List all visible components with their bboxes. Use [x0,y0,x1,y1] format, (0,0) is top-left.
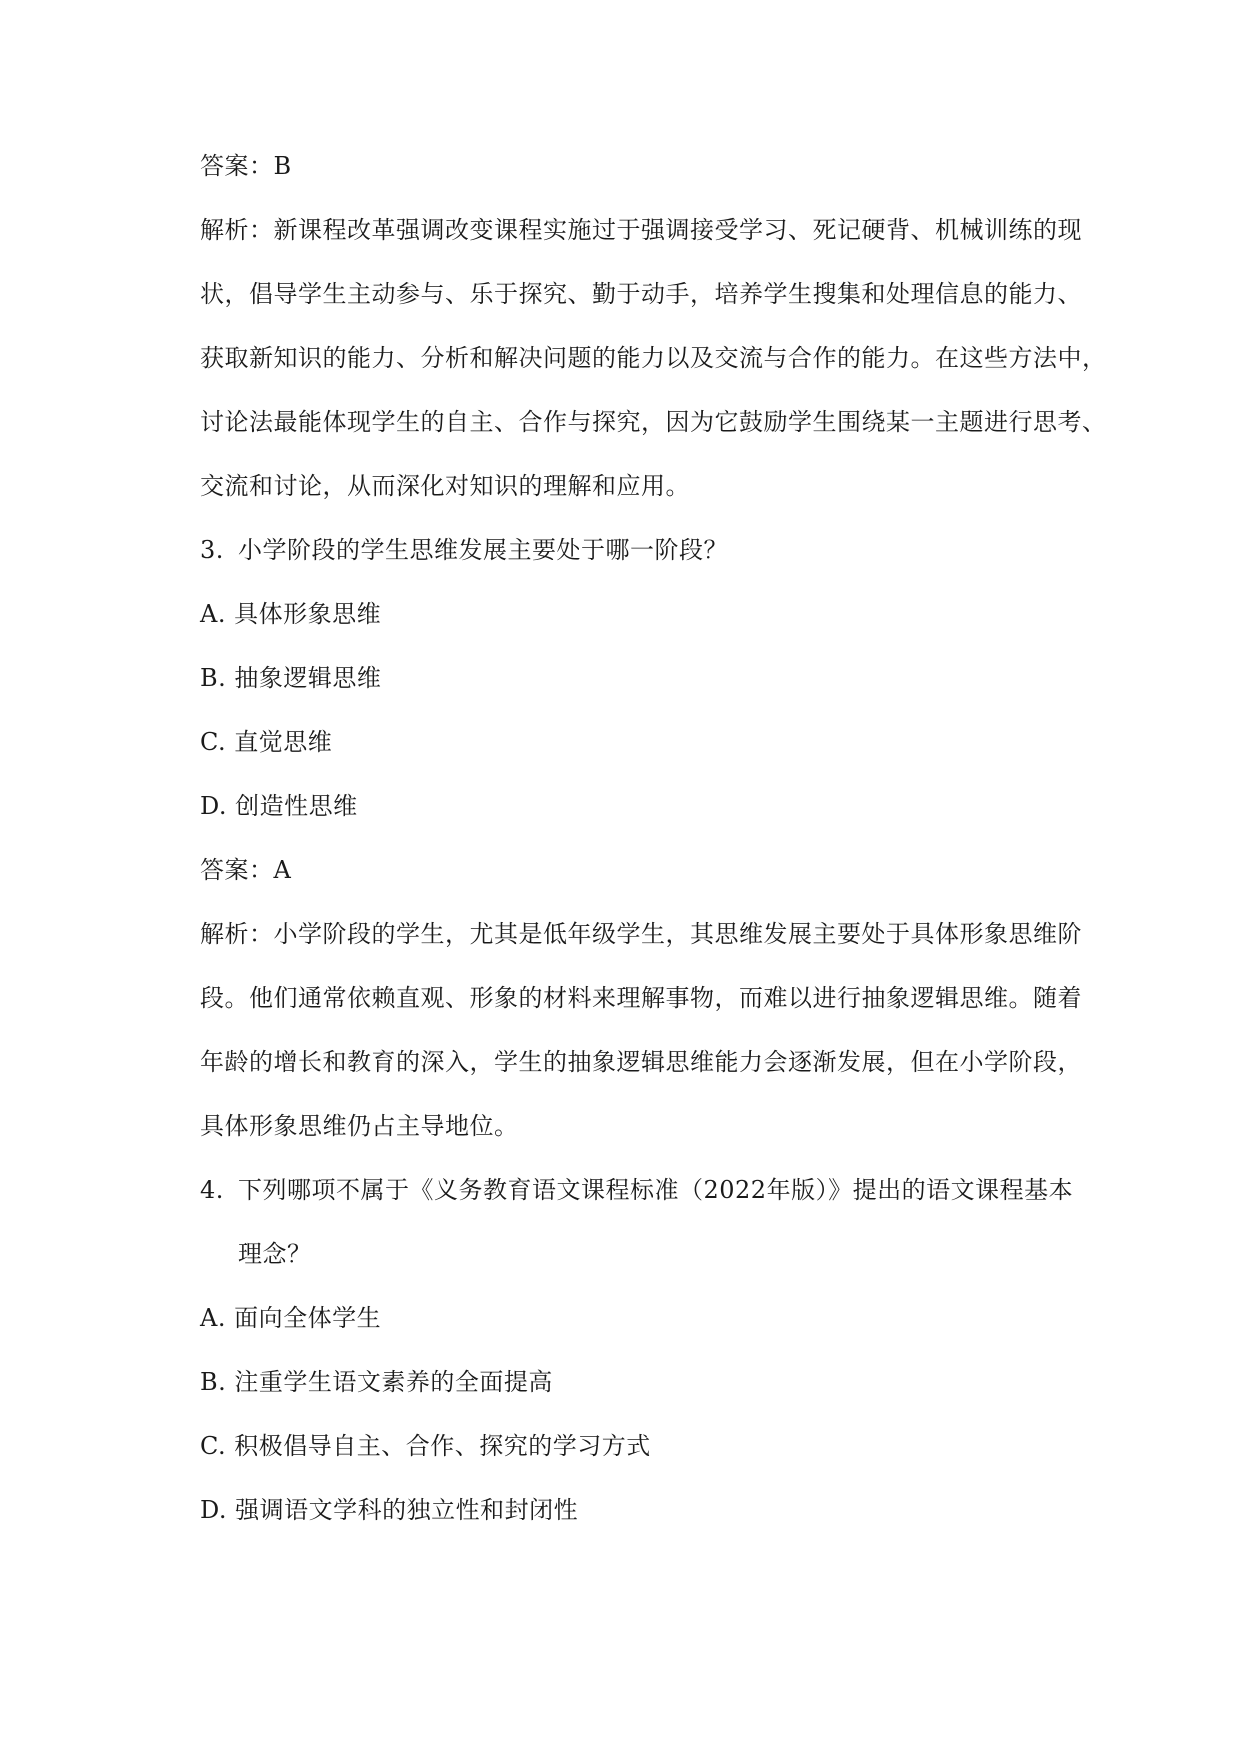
q4-option-c: C. 积极倡导自主、合作、探究的学习方式 [200,1432,651,1460]
q3-question-text: 小学阶段的学生思维发展主要处于哪一阶段？ [238,536,728,564]
q3-option-c: C. 直觉思维 [200,728,333,756]
q3-analysis-line: 具体形象思维仍占主导地位。 [200,1112,519,1140]
q3-question [200,534,728,566]
q4-option-b: B. 注重学生语文素养的全面提高 [200,1368,553,1396]
q4-option-d: D. 强调语文学科的独立性和封闭性 [200,1496,579,1524]
q2-analysis-line: 交流和讨论，从而深化对知识的理解和应用。 [200,472,690,500]
q3-option-a: A. 具体形象思维 [200,600,382,628]
q4-number: 4. [200,1176,224,1204]
q2-answer: 答案：B [200,152,292,180]
q3-option-d: D. 创造性思维 [200,792,358,820]
q2-analysis-line: 状，倡导学生主动参与、乐于探究、勤于动手，培养学生搜集和处理信息的能力、 [200,280,1082,308]
q4-question-text: 下列哪项不属于《义务教育语文课程标准（2022年版）》提出的语文课程基本 [238,1176,1074,1204]
q3-answer: 答案：A [200,856,292,884]
q2-analysis-line: 获取新知识的能力、分析和解决问题的能力以及交流与合作的能力。在这些方法中， [200,344,1107,372]
q2-analysis-line: 解析：新课程改革强调改变课程实施过于强调接受学习、死记硬背、机械训练的现 [200,216,1082,244]
q2-analysis-line: 讨论法最能体现学生的自主、合作与探究，因为它鼓励学生围绕某一主题进行思考、 [200,408,1107,436]
q4-question-continued: 理念？ [238,1240,312,1268]
q3-analysis-line: 解析：小学阶段的学生，尤其是低年级学生，其思维发展主要处于具体形象思维阶 [200,920,1082,948]
q3-option-b: B. 抽象逻辑思维 [200,664,382,692]
q4-option-a: A. 面向全体学生 [200,1304,382,1332]
q3-analysis-line: 年龄的增长和教育的深入，学生的抽象逻辑思维能力会逐渐发展，但在小学阶段， [200,1048,1082,1076]
q4-question [200,1174,1073,1206]
q3-number: 3. [200,536,224,564]
q3-analysis-line: 段。他们通常依赖直观、形象的材料来理解事物，而难以进行抽象逻辑思维。随着 [200,984,1082,1012]
